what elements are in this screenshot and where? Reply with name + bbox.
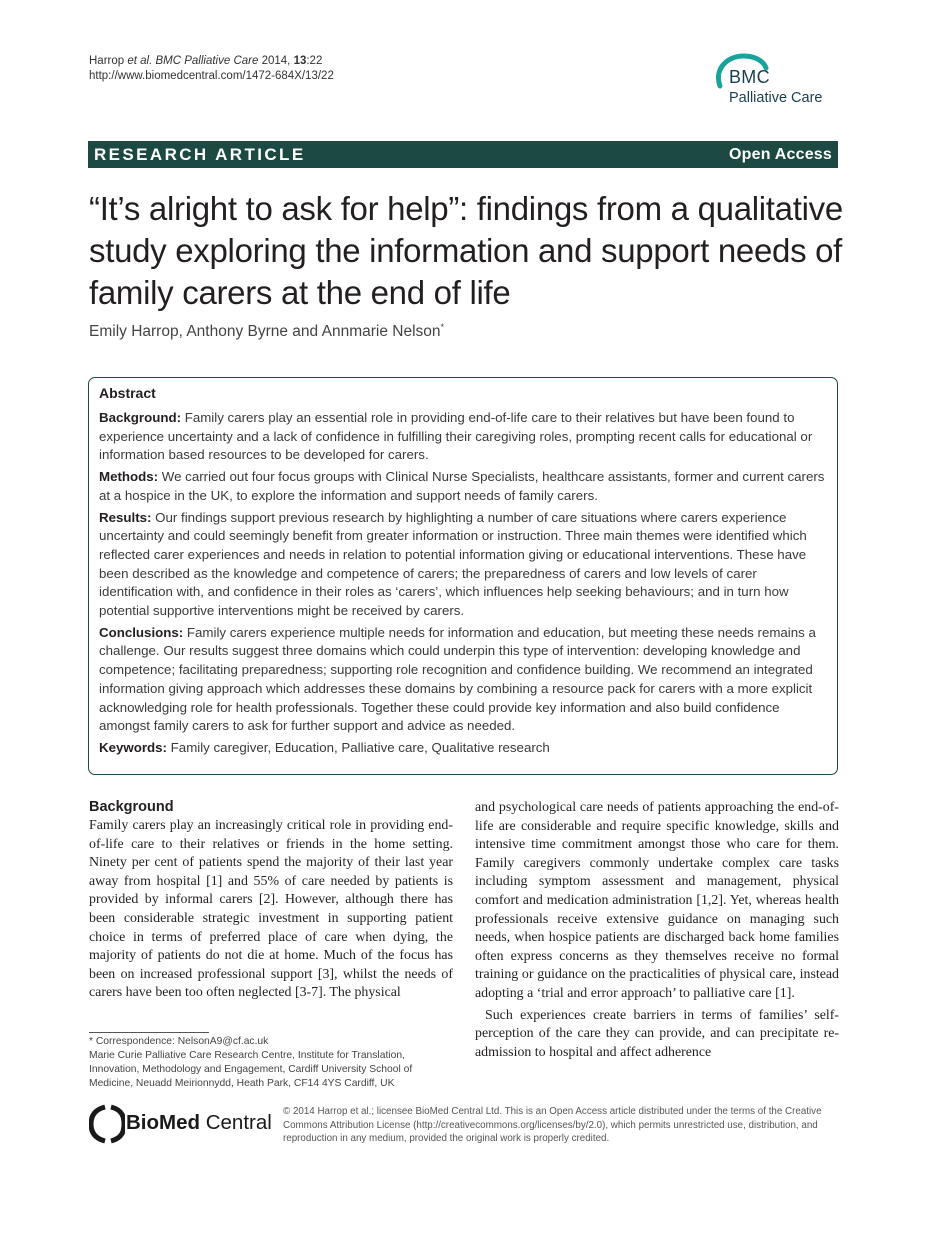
body-paragraph: and psychological care needs of patients approaching the end-of-life are considerable and require specific knowledge, skills and intensive time commitment amongst those who care for them. Family caregivers commonly undertake complex care tasks including symptom assessment and management, physical comfort and medication administration [1,2]. Yet, whereas health professionals receive extensive guidance on managing such needs, when hospice patients are discharged back home families often express concerns as they themselves receive no formal training or guidance on the practicalities of physical care, instead adopting a ‘trial and error approach’ to palliative care [1].	[475, 800, 839, 1001]
footnote-divider	[89, 1032, 209, 1033]
citation-header	[89, 54, 334, 84]
open-access-label: Open Access	[729, 145, 832, 163]
article-url[interactable]: http://www.biomedcentral.com/1472-684X/13/22	[89, 70, 334, 82]
article-title: “It’s alright to ask for help”: findings from a qualitative study exploring the information and support needs of family carers at the end of life	[89, 190, 843, 311]
results-label: Results:	[99, 509, 152, 525]
biomed-bracket-icon	[89, 1104, 125, 1144]
publisher-name-rest: Central	[200, 1111, 272, 1134]
abstract-background	[99, 409, 827, 465]
citation-volume: 13	[293, 55, 307, 67]
article-type-label: RESEARCH ARTICLE	[94, 144, 306, 164]
methods-text: We carried out four focus groups with Clinical Nurse Specialists, healthcare assistants, former and current carers at a hospice in the UK, to explore the information and support needs of family carers.	[99, 469, 825, 503]
correspondence-email[interactable]: * Correspondence: NelsonA9@cf.ac.uk	[89, 1036, 269, 1047]
logo-bmc-text: BMC	[729, 67, 770, 87]
license-text: © 2014 Harrop et al.; licensee BioMed Central Ltd. This is an Open Access article distributed under the terms of the Creative Commons Attribution License (http://creativecommons.org/licenses/by/2.0), which permits unrestricted use, distribution, and reproduction in any medium, provided the original work is properly credited.	[283, 1106, 822, 1145]
body-paragraph: Such experiences create barriers in terms of families’ self-perception of the care they can provide, and can precipitate re-admission to hospital and affect adherence	[475, 1007, 839, 1060]
correspondence-footnote	[89, 1035, 455, 1091]
section-heading-background: Background	[89, 799, 174, 815]
citation-year: 2014,	[258, 55, 294, 67]
keywords-label: Keywords:	[99, 739, 167, 755]
abstract-box	[88, 377, 838, 775]
bmc-palliative-care-logo	[712, 52, 852, 114]
corresponding-author-mark: *	[440, 322, 445, 332]
body-column-left	[89, 798, 453, 1003]
abstract-conclusions	[99, 624, 827, 736]
abstract-keywords	[99, 739, 827, 758]
author-names: Emily Harrop, Anthony Byrne and Annmarie Nelson	[89, 323, 441, 341]
keywords-text: Family caregiver, Education, Palliative care, Qualitative research	[166, 739, 550, 755]
background-text: Family carers play an essential role in providing end-of-life care to their relatives but have been found to experience uncertainty and a lack of confidence in fulfilling their caregiving roles, prompting recent calls for educational or information based resources to be developed for carers.	[99, 410, 813, 463]
citation-author: Harrop	[89, 55, 128, 67]
body-column-right	[475, 799, 839, 1062]
logo-journal-text: Palliative Care	[729, 90, 823, 106]
methods-label: Methods:	[99, 469, 159, 485]
body-paragraph: Family carers play an increasingly critical role in providing end-of-life care to their relatives or friends in the home setting. Ninety per cent of patients spend the majority of their last year away from hospital [1] and 55% of care needed by patients is provided by informal carers [2]. However, although there has been considerable strategic investment in supporting patient choice in terms of preferred place of care when dying, the majority of patients do not die at home. Much of the focus has been on increased professional support [3], whilst the needs of carers have been too often neglected [3-7]. The physical	[89, 818, 453, 1001]
citation-journal: et al. BMC Palliative Care	[127, 55, 259, 67]
results-text: Our findings support previous research by highlighting a number of care situations where carers experience uncertainty and could seemingly benefit from greater information or instruction. Three main themes were identified which reflected carer experiences and needs in relation to potential information giving or educational interventions. These have been described as the knowledge and competence of carers; the preparedness of carers and low levels of carer identification with, and confidence in their roles as ‘carers’, which influences help seeking behaviours; and in turn how potential supportive interventions might be received by carers.	[99, 509, 807, 619]
article-type-banner	[88, 141, 838, 168]
conclusions-label: Conclusions:	[99, 624, 184, 640]
publisher-name	[126, 1111, 272, 1135]
author-list	[89, 322, 444, 341]
background-label: Background:	[99, 410, 182, 425]
author-affiliation: Marie Curie Palliative Care Research Centre, Institute for Translation, Innovation, Methodology and Engagement, Cardiff University School of Medicine, Neuadd Meirionnydd, Heath Park, CF14 4YS Cardiff, UK	[89, 1050, 413, 1089]
citation-page: :22	[306, 55, 323, 67]
abstract-heading: Abstract	[99, 385, 156, 401]
citation-line	[89, 54, 334, 69]
biomed-central-logo	[89, 1104, 272, 1144]
publisher-name-bold: BioMed	[126, 1111, 201, 1134]
abstract-methods	[99, 468, 827, 505]
abstract-results	[99, 509, 827, 621]
conclusions-text: Family carers experience multiple needs for information and education, but meeting these needs remains a challenge. Our results suggest three domains which could underpin this type of intervention: developing knowledge and competence; facilitating preparedness; supporting role recognition and confidence building. We recommend an integrated information giving approach which addresses these domains by combining a resource pack for carers with a more explicit acknowledging role for health professionals. Together these could provide key information and also build confidence amongst family carers to ask for further support and advice as needed.	[99, 624, 816, 734]
